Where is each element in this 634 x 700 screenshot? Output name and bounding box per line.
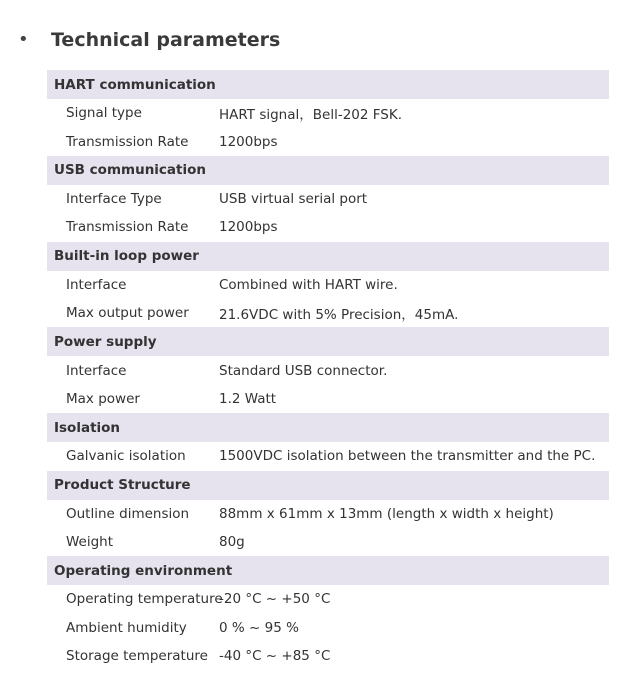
spec-row bbox=[47, 356, 609, 384]
section-header: Built-in loop power bbox=[47, 242, 609, 271]
spec-value: 1500VDC isolation between the transmitter and the PC. bbox=[219, 448, 596, 465]
spec-row bbox=[47, 99, 609, 127]
spec-value: HART signal，Bell-202 FSK. bbox=[219, 107, 402, 124]
section-hart-communication bbox=[47, 70, 609, 156]
spec-value: 88mm x 61mm x 13mm (length x width x height) bbox=[219, 505, 554, 522]
spec-row bbox=[47, 213, 609, 241]
section-operating-environment bbox=[47, 556, 609, 670]
bullet-icon: • bbox=[18, 29, 29, 50]
spec-label: Ambient humidity bbox=[66, 619, 187, 636]
spec-label: Weight bbox=[66, 534, 114, 551]
spec-row bbox=[47, 585, 609, 613]
spec-value: 80g bbox=[219, 534, 245, 551]
spec-row bbox=[47, 528, 609, 556]
spec-row bbox=[47, 614, 609, 642]
spec-value: Combined with HART wire. bbox=[219, 276, 398, 293]
section-header: HART communication bbox=[47, 70, 609, 99]
spec-row bbox=[47, 442, 609, 470]
spec-label: Interface bbox=[66, 362, 127, 379]
spec-row bbox=[47, 500, 609, 528]
spec-value: -40 °C ~ +85 °C bbox=[219, 648, 331, 665]
spec-label: Transmission Rate bbox=[66, 219, 189, 236]
spec-label: Interface bbox=[66, 276, 127, 293]
section-header: Power supply bbox=[47, 327, 609, 356]
spec-row bbox=[47, 271, 609, 299]
page-heading bbox=[0, 0, 634, 80]
spec-value: -20 °C ~ +50 °C bbox=[219, 591, 331, 608]
spec-label: Max power bbox=[66, 390, 140, 407]
spec-label: Transmission Rate bbox=[66, 133, 189, 150]
section-header: USB communication bbox=[47, 156, 609, 185]
spec-label: Operating temperature bbox=[66, 591, 223, 608]
spec-row bbox=[47, 642, 609, 670]
section-usb-communication bbox=[47, 156, 609, 242]
spec-value: 1200bps bbox=[219, 219, 278, 236]
spec-label: Interface Type bbox=[66, 190, 162, 207]
spec-label: Outline dimension bbox=[66, 505, 190, 522]
section-power-supply bbox=[47, 327, 609, 413]
section-header: Operating environment bbox=[47, 556, 609, 585]
spec-label: Storage temperature bbox=[66, 648, 208, 665]
spec-value: 0 % ~ 95 % bbox=[219, 619, 299, 636]
spec-label: Max output power bbox=[66, 305, 189, 322]
section-isolation bbox=[47, 413, 609, 470]
page-title: Technical parameters bbox=[51, 29, 281, 51]
spec-value: USB virtual serial port bbox=[219, 190, 368, 207]
spec-value: 21.6VDC with 5% Precision，45mA. bbox=[219, 307, 459, 324]
spec-table bbox=[47, 70, 609, 670]
spec-row bbox=[47, 299, 609, 327]
spec-value: 1.2 Watt bbox=[219, 390, 277, 407]
section-header: Isolation bbox=[47, 413, 609, 442]
section-product-structure bbox=[47, 471, 609, 557]
section-header: Product Structure bbox=[47, 471, 609, 500]
spec-row bbox=[47, 185, 609, 213]
spec-row bbox=[47, 385, 609, 413]
section-built-in-loop-power bbox=[47, 242, 609, 328]
spec-value: 1200bps bbox=[219, 133, 278, 150]
spec-row bbox=[47, 127, 609, 155]
spec-label: Signal type bbox=[66, 105, 142, 122]
spec-label: Galvanic isolation bbox=[66, 448, 186, 465]
spec-value: Standard USB connector. bbox=[219, 362, 388, 379]
